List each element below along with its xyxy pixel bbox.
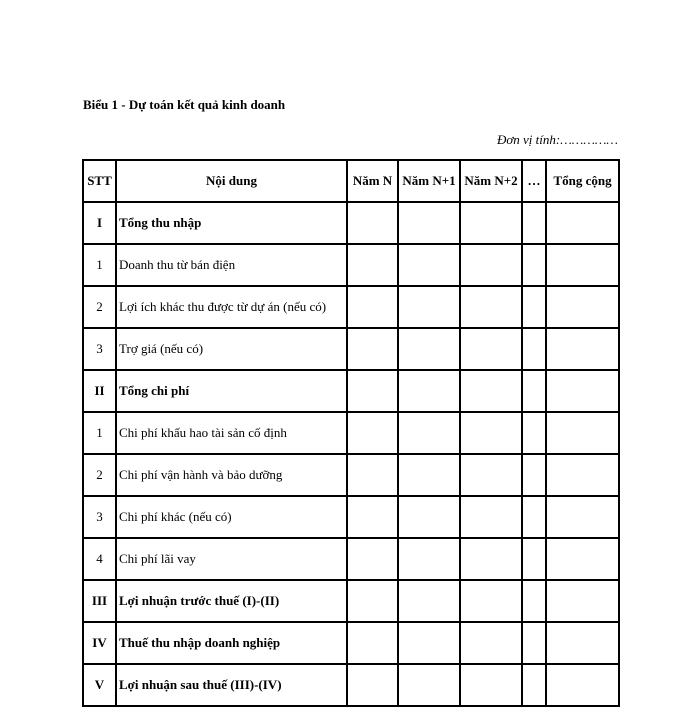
- header-stt: STT: [83, 160, 116, 202]
- table-row: [83, 496, 619, 538]
- row-content: Chi phí khác (nếu có): [116, 496, 347, 538]
- budget-table: [82, 159, 620, 707]
- cell-year-n: [347, 538, 398, 580]
- row-stt: 1: [83, 412, 116, 454]
- cell-total: [546, 454, 619, 496]
- cell-total: [546, 286, 619, 328]
- cell-year-n1: [398, 370, 460, 412]
- cell-year-n1: [398, 244, 460, 286]
- cell-year-n1: [398, 622, 460, 664]
- row-stt: 3: [83, 328, 116, 370]
- row-stt: 4: [83, 538, 116, 580]
- cell-total: [546, 496, 619, 538]
- table-row: [83, 580, 619, 622]
- row-stt: I: [83, 202, 116, 244]
- unit-label: Đơn vị tính:……………: [496, 132, 618, 147]
- row-stt: 1: [83, 244, 116, 286]
- cell-year-n2: [460, 244, 522, 286]
- cell-ellipsis: [522, 538, 546, 580]
- row-content: Lợi ích khác thu được từ dự án (nếu có): [116, 286, 347, 328]
- table-row: [83, 622, 619, 664]
- cell-total: [546, 328, 619, 370]
- table-row: [83, 412, 619, 454]
- cell-year-n1: [398, 328, 460, 370]
- table-body: [83, 202, 619, 706]
- table-row: [83, 286, 619, 328]
- row-content: Tổng thu nhập: [116, 202, 347, 244]
- row-stt: 2: [83, 286, 116, 328]
- cell-year-n: [347, 370, 398, 412]
- row-stt: 2: [83, 454, 116, 496]
- cell-ellipsis: [522, 580, 546, 622]
- cell-total: [546, 244, 619, 286]
- cell-year-n2: [460, 580, 522, 622]
- cell-year-n: [347, 496, 398, 538]
- cell-total: [546, 580, 619, 622]
- row-content: Lợi nhuận trước thuế (I)-(II): [116, 580, 347, 622]
- cell-ellipsis: [522, 412, 546, 454]
- cell-ellipsis: [522, 202, 546, 244]
- header-year-n: Năm N: [347, 160, 398, 202]
- cell-year-n2: [460, 370, 522, 412]
- row-content: Thuế thu nhập doanh nghiệp: [116, 622, 347, 664]
- table-row: [83, 538, 619, 580]
- cell-year-n: [347, 328, 398, 370]
- cell-year-n1: [398, 454, 460, 496]
- cell-total: [546, 538, 619, 580]
- header-year-n2: Năm N+2: [460, 160, 522, 202]
- cell-ellipsis: [522, 286, 546, 328]
- cell-year-n: [347, 412, 398, 454]
- cell-year-n: [347, 622, 398, 664]
- cell-year-n2: [460, 496, 522, 538]
- row-stt: III: [83, 580, 116, 622]
- header-total: Tổng cộng: [546, 160, 619, 202]
- cell-year-n2: [460, 328, 522, 370]
- cell-year-n2: [460, 538, 522, 580]
- table-row: [83, 370, 619, 412]
- cell-ellipsis: [522, 622, 546, 664]
- cell-ellipsis: [522, 496, 546, 538]
- table-row: [83, 244, 619, 286]
- cell-year-n1: [398, 412, 460, 454]
- row-stt: IV: [83, 622, 116, 664]
- cell-year-n: [347, 202, 398, 244]
- cell-total: [546, 370, 619, 412]
- cell-year-n1: [398, 538, 460, 580]
- cell-year-n2: [460, 454, 522, 496]
- header-ellipsis: …: [522, 160, 546, 202]
- cell-year-n1: [398, 580, 460, 622]
- table-row: [83, 454, 619, 496]
- row-content: Chi phí vận hành và bảo dưỡng: [116, 454, 347, 496]
- table-row: [83, 202, 619, 244]
- row-content: Doanh thu từ bán điện: [116, 244, 347, 286]
- table-row: [83, 328, 619, 370]
- cell-ellipsis: [522, 370, 546, 412]
- header-year-n1: Năm N+1: [398, 160, 460, 202]
- row-stt: 3: [83, 496, 116, 538]
- cell-total: [546, 412, 619, 454]
- row-content: Lợi nhuận sau thuế (III)-(IV): [116, 664, 347, 706]
- cell-year-n2: [460, 412, 522, 454]
- cell-year-n2: [460, 622, 522, 664]
- cell-year-n1: [398, 286, 460, 328]
- cell-year-n1: [398, 202, 460, 244]
- row-content: Chi phí lãi vay: [116, 538, 347, 580]
- cell-year-n: [347, 580, 398, 622]
- row-content: Tổng chi phí: [116, 370, 347, 412]
- cell-year-n2: [460, 202, 522, 244]
- cell-total: [546, 622, 619, 664]
- cell-ellipsis: [522, 454, 546, 496]
- cell-year-n1: [398, 496, 460, 538]
- cell-total: [546, 202, 619, 244]
- cell-year-n: [347, 454, 398, 496]
- header-row: [83, 160, 619, 202]
- cell-ellipsis: [522, 244, 546, 286]
- row-stt: II: [83, 370, 116, 412]
- row-content: Chi phí khấu hao tài sản cố định: [116, 412, 347, 454]
- row-content: Trợ giá (nếu có): [116, 328, 347, 370]
- cell-year-n2: [460, 286, 522, 328]
- page-title: Biểu 1 - Dự toán kết quả kinh doanh: [83, 97, 286, 112]
- cell-year-n: [347, 286, 398, 328]
- row-stt: V: [83, 664, 116, 706]
- cell-ellipsis: [522, 328, 546, 370]
- cell-year-n: [347, 244, 398, 286]
- header-content: Nội dung: [116, 160, 347, 202]
